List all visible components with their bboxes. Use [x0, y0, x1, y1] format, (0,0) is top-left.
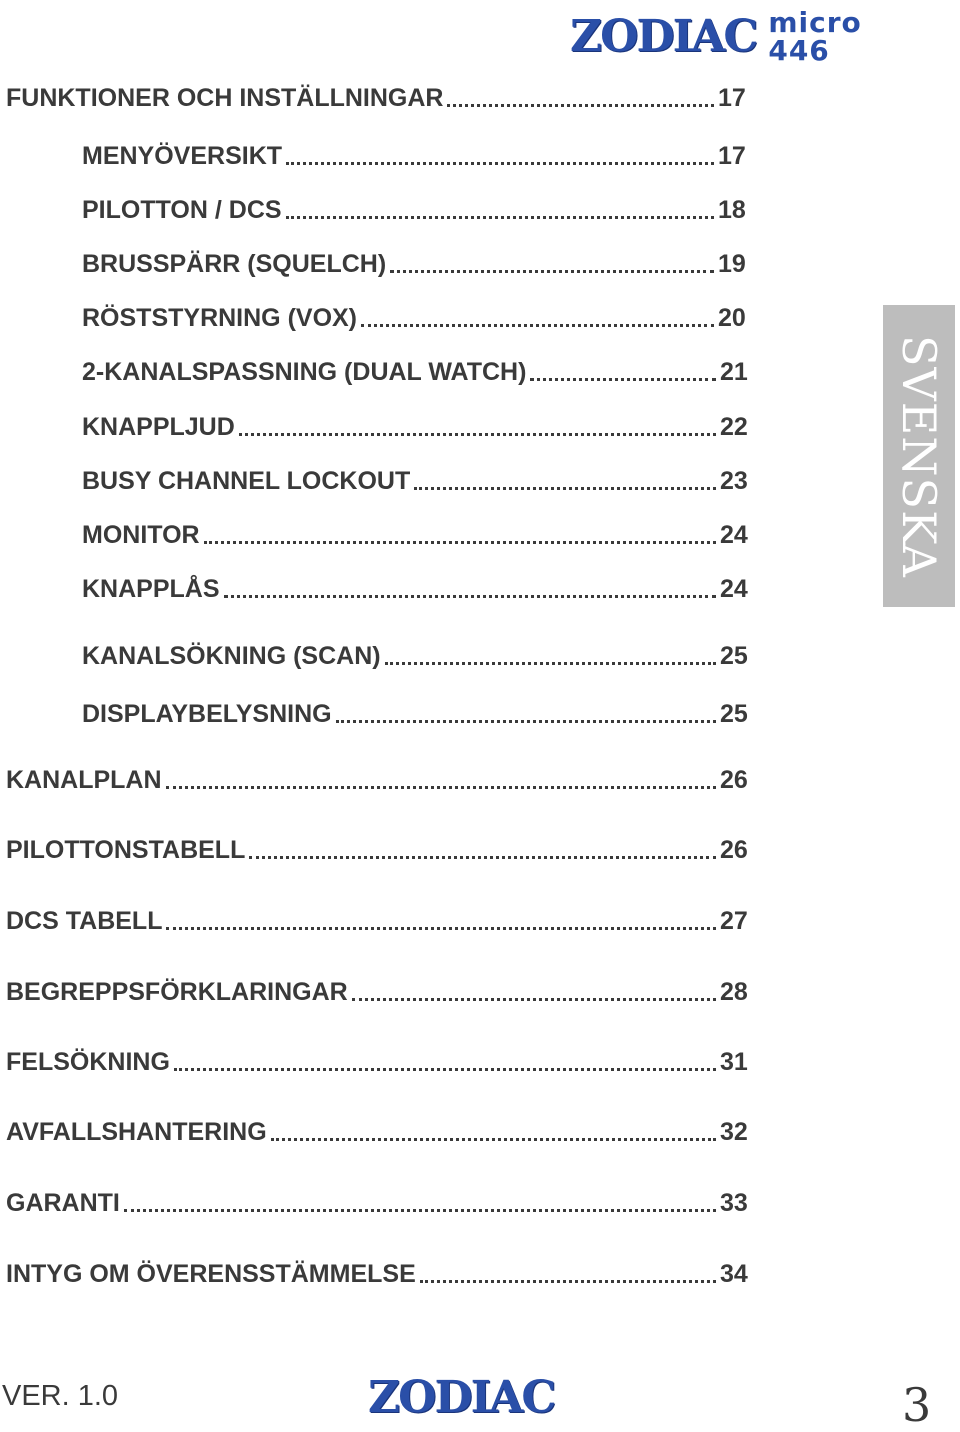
toc-entry[interactable] — [82, 196, 752, 225]
toc-dot-leader — [447, 104, 714, 107]
toc-dot-leader — [385, 662, 716, 665]
toc-entry-page: 24 — [720, 575, 748, 603]
toc-dot-leader — [166, 786, 716, 789]
toc-entry[interactable] — [6, 766, 754, 795]
toc-entry-page: 32 — [720, 1118, 748, 1146]
toc-entry-label: DISPLAYBELYSNING — [82, 700, 332, 728]
toc-entry[interactable] — [82, 575, 754, 604]
zodiac-logo: ZODIAC — [570, 11, 757, 62]
toc-entry-page: 20 — [718, 304, 746, 332]
toc-entry[interactable] — [82, 250, 752, 279]
toc-entry-label: DCS TABELL — [6, 907, 163, 935]
toc-entry[interactable] — [82, 142, 752, 171]
toc-entry-label: MENYÖVERSIKT — [82, 142, 283, 170]
toc-entry[interactable] — [6, 836, 754, 865]
toc-dot-leader — [271, 1138, 716, 1141]
toc-dot-leader — [336, 720, 716, 723]
toc-entry-page: 28 — [720, 978, 748, 1006]
toc-entry[interactable] — [82, 642, 754, 671]
toc-entry[interactable] — [6, 1189, 754, 1218]
toc-entry-page: 24 — [720, 521, 748, 549]
toc-dot-leader — [286, 216, 714, 219]
toc-entry-label: BUSY CHANNEL LOCKOUT — [82, 467, 411, 495]
toc-entry-page: 34 — [720, 1260, 748, 1288]
toc-entry-label: RÖSTSTYRNING (VOX) — [82, 304, 358, 332]
toc-entry-page: 33 — [720, 1189, 748, 1217]
toc-entry-label: GARANTI — [6, 1189, 120, 1217]
toc-entry-label: KANALSÖKNING (SCAN) — [82, 642, 381, 670]
toc-dot-leader — [414, 487, 716, 490]
toc-entry[interactable] — [6, 907, 754, 936]
toc-entry-label: FUNKTIONER OCH INSTÄLLNINGAR — [6, 84, 444, 112]
toc-dot-leader — [286, 162, 714, 165]
toc-entry-label: INTYG OM ÖVERENSSTÄMMELSE — [6, 1260, 416, 1288]
page-number: 3 — [902, 1378, 932, 1432]
toc-entry-page: 27 — [720, 907, 748, 935]
toc-entry-page: 26 — [720, 766, 748, 794]
toc-dot-leader — [390, 270, 714, 273]
toc-dot-leader — [174, 1068, 716, 1071]
toc-entry-page: 19 — [718, 250, 746, 278]
toc-entry-page: 25 — [720, 642, 748, 670]
language-tab-label: SVENSKA — [892, 334, 946, 578]
toc-entry[interactable] — [82, 304, 752, 333]
toc-dot-leader — [361, 324, 714, 327]
toc-entry-label: KNAPPLJUD — [82, 413, 235, 441]
toc-entry-page: 31 — [720, 1048, 748, 1076]
toc-entry-label: 2-KANALSPASSNING (DUAL WATCH) — [82, 358, 527, 386]
toc-entry[interactable] — [82, 413, 754, 442]
toc-entry-label: FELSÖKNING — [6, 1048, 170, 1076]
toc-entry[interactable] — [6, 84, 752, 113]
toc-entry-page: 26 — [720, 836, 748, 864]
footer-zodiac-logo: ZODIAC — [368, 1372, 555, 1423]
toc-entry-label: BEGREPPSFÖRKLARINGAR — [6, 978, 348, 1006]
toc-entry-page: 21 — [720, 358, 748, 386]
toc-entry[interactable] — [82, 521, 754, 550]
toc-dot-leader — [224, 595, 716, 598]
toc-entry-label: PILOTTONSTABELL — [6, 836, 246, 864]
toc-entry-label: AVFALLSHANTERING — [6, 1118, 267, 1146]
toc-entry-label: MONITOR — [82, 521, 200, 549]
toc-dot-leader — [124, 1209, 716, 1212]
toc-dot-leader — [166, 927, 716, 930]
toc-dot-leader — [352, 998, 716, 1001]
toc-entry-label: KNAPPLÅS — [82, 575, 220, 603]
toc-entry-page: 18 — [718, 196, 746, 224]
toc-entry-page: 25 — [720, 700, 748, 728]
toc-entry-label: KANALPLAN — [6, 766, 162, 794]
toc-dot-leader — [249, 856, 716, 859]
toc-entry[interactable] — [6, 1118, 754, 1147]
toc-entry-page: 23 — [720, 467, 748, 495]
toc-entry[interactable] — [6, 1048, 754, 1077]
toc-entry[interactable] — [6, 978, 754, 1007]
toc-entry-page: 22 — [720, 413, 748, 441]
toc-entry[interactable] — [82, 700, 754, 729]
toc-dot-leader — [204, 541, 716, 544]
model-name: micro 446 — [768, 6, 862, 67]
toc-entry[interactable] — [6, 1260, 754, 1289]
toc-dot-leader — [530, 378, 716, 381]
toc-entry-label: PILOTTON / DCS — [82, 196, 282, 224]
toc-entry[interactable] — [82, 358, 754, 387]
toc-entry-page: 17 — [718, 84, 746, 112]
toc-entry-label: BRUSSPÄRR (SQUELCH) — [82, 250, 387, 278]
version-label: VER. 1.0 — [2, 1380, 119, 1412]
toc-entry[interactable] — [82, 467, 754, 496]
language-tab — [883, 305, 955, 607]
toc-entry-page: 17 — [718, 142, 746, 170]
toc-dot-leader — [420, 1280, 716, 1283]
toc-dot-leader — [239, 433, 716, 436]
